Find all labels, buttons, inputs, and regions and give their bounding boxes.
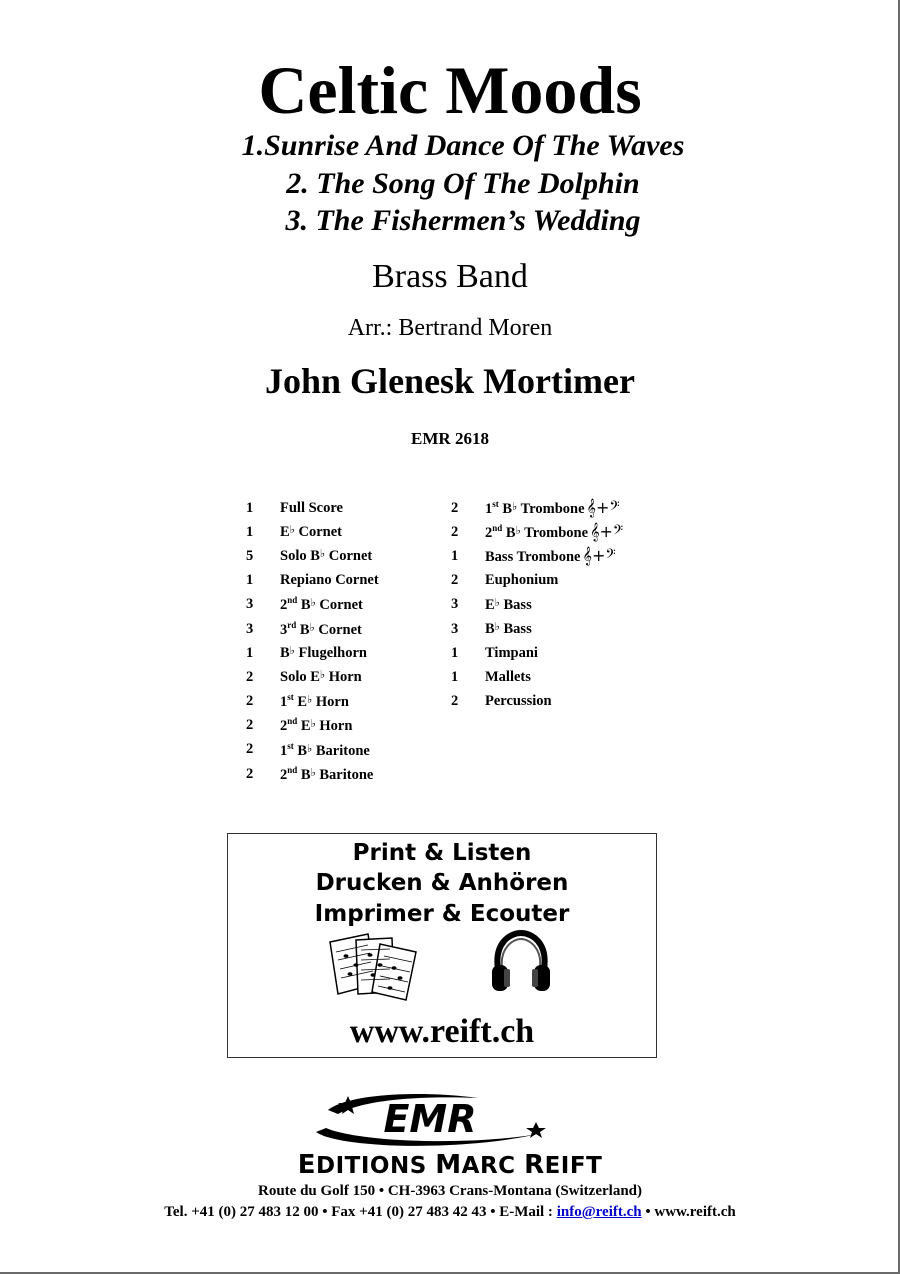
- movement-1: 1.Sunrise And Dance Of The Waves: [241, 129, 685, 162]
- instrument-qty: 2: [451, 572, 459, 589]
- instrument-qty: 3: [246, 620, 254, 637]
- instrument-name: Percussion: [485, 693, 552, 710]
- instrument-row: [246, 641, 379, 665]
- email-link[interactable]: info@reift.ch: [556, 1204, 642, 1220]
- instrument-row: [246, 617, 379, 641]
- composer: John Glenesk Mortimer: [265, 361, 635, 401]
- instrument-qty: 1: [246, 523, 254, 540]
- promo-website: www.reift.ch: [349, 1013, 535, 1050]
- instrument-name: E♭ Cornet: [280, 524, 342, 541]
- instrument-qty: 2: [451, 523, 459, 540]
- headphones-icon: [490, 929, 552, 995]
- instrument-qty: 1: [246, 572, 254, 589]
- instrument-name: 2nd E♭ Horn: [280, 716, 353, 735]
- instrument-name: Euphonium: [485, 572, 559, 589]
- instrument-qty: 2: [246, 668, 254, 685]
- promo-line-french: Imprimer & Ecouter: [314, 901, 570, 927]
- instrument-qty: 2: [451, 499, 459, 516]
- clef-icon: 𝄞+𝄢: [586, 498, 620, 518]
- instrument-name: Solo B♭ Cornet: [280, 548, 373, 565]
- instrument-row: [246, 496, 379, 520]
- instrument-name: Solo E♭ Horn: [280, 669, 362, 686]
- instrument-list-left: [246, 496, 379, 786]
- instrument-row: [246, 544, 379, 568]
- print-listen-box: [227, 833, 657, 1058]
- instrument-row: [451, 641, 623, 665]
- instrument-row: [246, 665, 379, 689]
- instrument-name: Full Score: [280, 499, 343, 516]
- movement-2: 2. The Song Of The Dolphin: [286, 167, 640, 200]
- instrument-name: 1st E♭ Horn: [280, 692, 349, 710]
- instrument-qty: 1: [451, 668, 459, 685]
- instrument-name: E♭ Bass: [485, 596, 532, 613]
- instrument-qty: 2: [451, 693, 459, 710]
- instrument-row: [451, 690, 623, 714]
- arranger: Arr.: Bertrand Moren: [347, 315, 553, 341]
- instrument-name: 1st B♭ Trombone 𝄞+𝄢: [485, 498, 620, 518]
- instrument-row: [451, 617, 623, 641]
- promo-line-english: Print & Listen: [352, 840, 532, 866]
- publisher-name: EDITIONS MARC REIFT: [297, 1150, 603, 1180]
- instrument-row: [246, 738, 379, 762]
- instrument-row: [246, 593, 379, 617]
- instrument-qty: 3: [451, 596, 459, 613]
- instrument-row: [451, 665, 623, 689]
- clef-icon: 𝄞+𝄢: [590, 522, 624, 542]
- instrument-qty: 2: [246, 765, 254, 782]
- instrument-row: [246, 520, 379, 544]
- instrument-name: Repiano Cornet: [280, 572, 379, 589]
- instrument-name: 3rd B♭ Cornet: [280, 619, 362, 638]
- publisher-address: Route du Golf 150 • CH-3963 Crans-Montana (Switzerland): [258, 1183, 642, 1199]
- publisher-contact: Tel. +41 (0) 27 483 12 00 • Fax +41 (0) 27 483 42 43 • E-Mail : info@reift.ch • www.reift.ch: [164, 1204, 736, 1220]
- instrument-name: 2nd B♭ Cornet: [280, 595, 363, 614]
- instrument-row: [451, 496, 623, 520]
- instrument-qty: 3: [451, 620, 459, 637]
- instrument-name: Bass Trombone 𝄞+𝄢: [485, 546, 616, 566]
- catalog-number: EMR 2618: [411, 429, 489, 448]
- instrument-qty: 2: [246, 693, 254, 710]
- instrument-name: 2nd B♭ Baritone: [280, 764, 374, 783]
- instrument-name: B♭ Flugelhorn: [280, 645, 367, 662]
- instrument-name: Timpani: [485, 644, 538, 661]
- title: Celtic Moods: [258, 52, 642, 128]
- instrument-qty: 5: [246, 547, 254, 564]
- instrument-row: [451, 593, 623, 617]
- ensemble: Brass Band: [372, 258, 528, 295]
- instrument-qty: 1: [451, 547, 459, 564]
- movement-3: 3. The Fishermen’s Wedding: [285, 204, 641, 237]
- instrument-row: [246, 690, 379, 714]
- instrument-name: 2nd B♭ Trombone 𝄞+𝄢: [485, 522, 624, 542]
- instrument-row: [246, 762, 379, 786]
- emr-logo: [308, 1092, 558, 1150]
- clef-icon: 𝄞+𝄢: [582, 546, 616, 566]
- instrument-qty: 1: [246, 499, 254, 516]
- promo-line-german: Drucken & Anhören: [315, 870, 569, 896]
- instrument-qty: 2: [246, 741, 254, 758]
- instrument-row: [246, 569, 379, 593]
- instrument-name: B♭ Bass: [485, 621, 532, 638]
- instrument-name: Mallets: [485, 668, 531, 685]
- emr-logo-text: EMR: [383, 1097, 477, 1141]
- instrument-qty: 3: [246, 596, 254, 613]
- instrument-qty: 2: [246, 717, 254, 734]
- instrument-row: [451, 544, 623, 568]
- instrument-row: [451, 569, 623, 593]
- instrument-list-right: [451, 496, 623, 714]
- instrument-qty: 1: [451, 644, 459, 661]
- instrument-row: [246, 714, 379, 738]
- instrument-name: 1st B♭ Baritone: [280, 740, 370, 759]
- instrument-qty: 1: [246, 644, 254, 661]
- instrument-row: [451, 520, 623, 544]
- sheet-music-icon: [328, 932, 420, 1002]
